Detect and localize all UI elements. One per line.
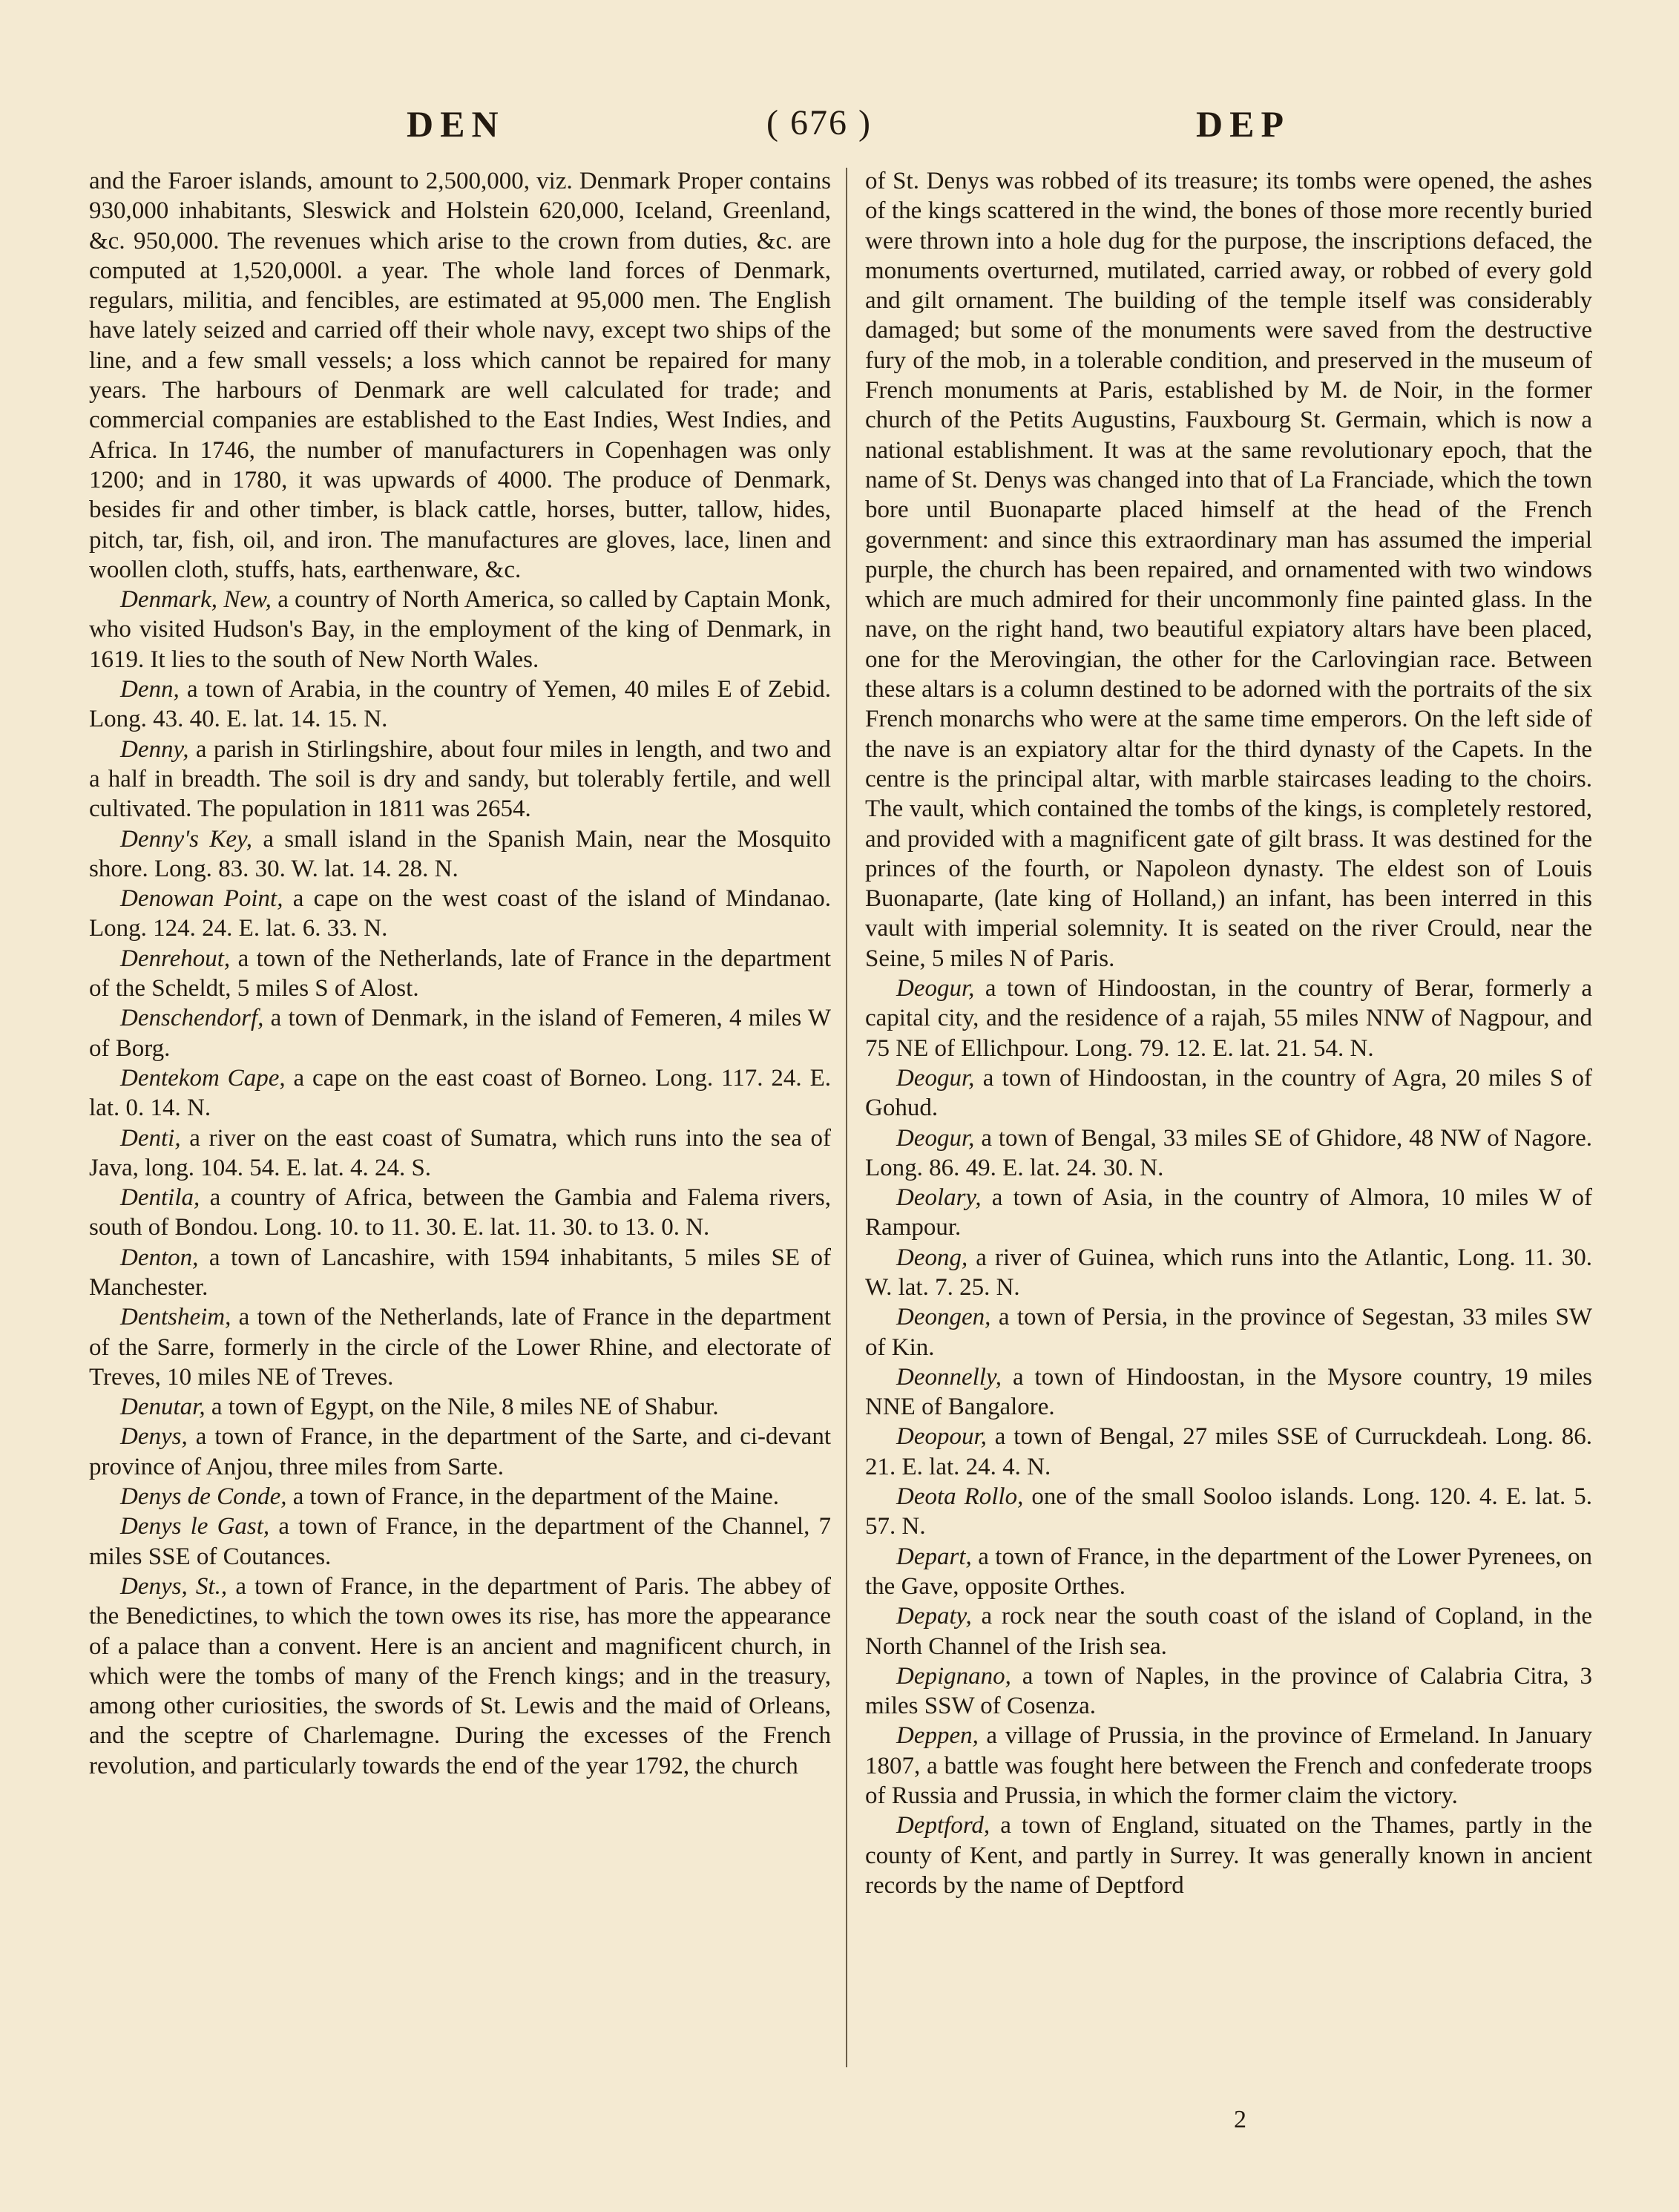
entry-paragraph (865, 1243, 1592, 1303)
entry-paragraph (89, 1183, 831, 1243)
entry-text: a town of Persia, in the province of Segestan, 33 miles SW of Kin. (865, 1304, 1592, 1361)
entry-text: a town of Denmark, in the island of Femeren, 4 miles W of Borg. (89, 1005, 831, 1062)
left-column (89, 166, 831, 1781)
entry-paragraph (89, 884, 831, 944)
entry-text: a town of Asia, in the country of Almora, 10 miles W of Rampour. (865, 1184, 1592, 1241)
entry-paragraph (865, 1302, 1592, 1362)
entry-paragraph (89, 1302, 831, 1392)
entry-headword: Dentsheim, (120, 1304, 231, 1331)
entry-paragraph (865, 166, 1592, 974)
entry-headword: Deolary, (896, 1184, 982, 1212)
entry-paragraph (865, 1721, 1592, 1811)
entry-paragraph (865, 1183, 1592, 1243)
entry-paragraph (89, 824, 831, 885)
entry-paragraph (89, 1572, 831, 1781)
entry-headword: Denys le Gast, (120, 1513, 270, 1540)
entry-text: a cape on the west coast of the island of Mindanao. Long. 124. 24. E. lat. 6. 33. N. (89, 885, 832, 942)
entry-headword: Denrehout, (120, 945, 231, 972)
entry-text: a town of France, in the department of the Sarte, and ci-devant province of Anjou, three miles from Sarte. (89, 1423, 831, 1480)
entry-paragraph (89, 944, 831, 1004)
entry-paragraph (89, 1003, 831, 1063)
column-divider (846, 168, 847, 2067)
entry-paragraph (865, 1362, 1592, 1422)
entry-text: a town of England, situated on the Thames, partly in the county of Kent, and partly in Surrey. It was generally known in ancient records by the name of Deptford (865, 1812, 1592, 1899)
entry-text: a village of Prussia, in the province of Ermeland. In January 1807, a battle was fought here between the French and confederate troops of Russia and Prussia, in which the former claim the victory. (865, 1722, 1592, 1810)
entry-headword: Depaty, (896, 1603, 972, 1630)
entry-paragraph (865, 1422, 1592, 1482)
entry-text: a town of Lancashire, with 1594 inhabitants, 5 miles SE of Manchester. (89, 1244, 831, 1301)
entry-headword: Denschendorf, (120, 1005, 264, 1032)
entry-paragraph (89, 1512, 831, 1572)
entry-paragraph (865, 1661, 1592, 1722)
page-number: ( 676 ) (766, 103, 872, 142)
entry-headword: Denys, St., (120, 1572, 228, 1600)
entry-text: a town of Arabia, in the country of Yemen, 40 miles E of Zebid. Long. 43. 40. E. lat. 14. 15. N. (89, 676, 831, 733)
entry-text: a river on the east coast of Sumatra, which runs into the sea of Java, long. 104. 54. E. lat. 4. 24. S. (89, 1124, 831, 1181)
entry-text: a parish in Stirlingshire, about four miles in length, and two and a half in breadth. The soil is dry and sandy, but tolerably fertile, and well cultivated. The population in 1811 was 2654. (89, 735, 831, 823)
entry-paragraph (89, 1422, 831, 1482)
entry-paragraph (865, 974, 1592, 1063)
entry-paragraph (865, 1482, 1592, 1542)
entry-text: a small island in the Spanish Main, near the Mosquito shore. Long. 83. 30. W. lat. 14. 28. N. (89, 825, 831, 882)
entry-headword: Deogur, (896, 1124, 975, 1152)
entry-headword: Deptford, (896, 1812, 990, 1839)
entry-text: a country of North America, so called by Captain Monk, who visited Hudson's Bay, in the employment of the king of Denmark, in 1619. It lies to the south of New North Wales. (89, 586, 831, 673)
entry-headword: Denti, (120, 1124, 181, 1152)
entry-text: a town of Hindoostan, in the country of Agra, 20 miles S of Gohud. (865, 1064, 1592, 1122)
entry-headword: Denny's Key, (120, 825, 253, 853)
entry-text: a town of France, in the department of the Channel, 7 miles SSE of Coutances. (89, 1513, 831, 1570)
entry-headword: Deonnelly, (896, 1363, 1002, 1391)
entry-headword: Deogur, (896, 1064, 975, 1092)
entry-text: of St. Denys was robbed of its treasure; its tombs were opened, the ashes of the kings scattered in the wind, the bones of those more recently buried were thrown into a hole dug for the purpose, the inscriptions defaced, the monuments overturned, mutilated, carried away, or robbed of every gold and gilt ornament. The building of the temple itself was considerably damaged; but some of the monuments were saved from the destructive fury of the mob, in a tolerable condition, and preserved in the museum of French monuments at Paris, established by M. de Noir, in the former church of the Petits Augustins, Fauxbourg St. Germain, which is now a national establishment. It was at the same revolutionary epoch, that the name of St. Denys was changed into that of La Franciade, which the town bore until Buonaparte placed himself at the head of the French government: and since this extraordinary man has assumed the imperial purple, the church has been repaired, and ornamented with two windows which are much admired for their uncommonly fine painted glass. In the nave, on the right hand, two beautiful expiatory altars have been placed, one for the Merovingian, the other for the Carlovingian race. Between these altars is a column destined to be adorned with the portraits of the six French monarchs who were at the same time emperors. On the left side of the nave is an expiatory altar for the third dynasty of the Capets. In the centre is the principal altar, with marble staircases leading to the choirs. The vault, which contained the tombs of the kings, is completely restored, and provided with a magnificent gate of gilt brass. It was destined for the princes of the fourth, or Napoleon dynasty. The eldest son of Louis Buonaparte, (late king of Holland,) an infant, has been interred in this vault with imperial solemnity. It is seated on the river Crould, near the Seine, 5 miles N of Paris. (865, 168, 1592, 972)
running-header (0, 102, 1679, 147)
entry-headword: Deopour, (896, 1423, 987, 1451)
entry-text: a town of Egypt, on the Nile, 8 miles NE of Shabur. (205, 1394, 719, 1421)
entry-paragraph (89, 735, 831, 824)
entry-text: a rock near the south coast of the island of Copland, in the North Channel of the Irish sea. (865, 1603, 1592, 1660)
entry-paragraph (89, 1243, 831, 1303)
entry-paragraph (865, 1811, 1592, 1900)
entry-headword: Denowan Point, (120, 885, 283, 913)
entry-paragraph (89, 675, 831, 735)
entry-text: and the Faroer islands, amount to 2,500,000, viz. Denmark Proper contains 930,000 inhabitants, Sleswick and Holstein 620,000, Iceland, Greenland, &c. 950,000. The revenues which arise to the crown from duties, &c. are computed at 1,520,000l. a year. The whole land forces of Denmark, regulars, militia, and fencibles, are estimated at 95,000 men. The English have lately seized and carried off their whole navy, except two ships of the line, and a few small vessels; a loss which cannot be repaired for many years. The harbours of Denmark are well calculated for trade; and commercial companies are established to the East Indies, West Indies, and Africa. In 1746, the number of manufacturers in Copenhagen was only 1200; and in 1780, it was upwards of 4000. The produce of Denmark, besides fir and other timber, is black cattle, horses, butter, tallow, hides, pitch, tar, fish, oil, and iron. The manufactures are gloves, lace, linen and woollen cloth, stuffs, hats, earthenware, &c. (89, 168, 831, 583)
entry-headword: Deota Rollo, (896, 1483, 1024, 1511)
entry-text: a town of Bengal, 33 miles SE of Ghidore, 48 NW of Nagore. Long. 86. 49. E. lat. 24. 30. N. (865, 1124, 1592, 1181)
entry-headword: Denmark, New, (120, 586, 272, 614)
entry-headword: Denton, (120, 1244, 199, 1271)
entry-paragraph (865, 1601, 1592, 1661)
entry-text: a town of Naples, in the province of Calabria Citra, 3 miles SSW of Cosenza. (865, 1662, 1592, 1720)
entry-text: a town of Bengal, 27 miles SSE of Curruckdeah. Long. 86. 21. E. lat. 24. 4. N. (865, 1423, 1592, 1480)
entry-text: a town of the Netherlands, late of France in the department of the Sarre, formerly in the circle of the Lower Rhine, and electorate of Treves, 10 miles NE of Treves. (89, 1304, 831, 1391)
entry-headword: Denys de Conde, (120, 1483, 287, 1511)
entry-text: a river of Guinea, which runs into the Atlantic, Long. 11. 30. W. lat. 7. 25. N. (865, 1244, 1592, 1301)
entry-headword: Deong, (896, 1244, 968, 1271)
entry-text: a town of Hindoostan, in the Mysore country, 19 miles NNE of Bangalore. (865, 1363, 1592, 1421)
entry-headword: Deongen, (896, 1304, 991, 1331)
entry-headword: Denn, (120, 676, 180, 703)
entry-text: a town of France, in the department of the Lower Pyrenees, on the Gave, opposite Orthes. (865, 1543, 1592, 1600)
entry-paragraph (865, 1063, 1592, 1123)
entry-text: a town of Hindoostan, in the country of Berar, formerly a capital city, and the residence of a rajah, 55 miles NNW of Nagpour, and 75 NE of Ellichpour. Long. 79. 12. E. lat. 21. 54. N. (865, 975, 1592, 1062)
entry-paragraph (89, 585, 831, 675)
entry-paragraph (89, 1482, 831, 1512)
entry-paragraph (89, 1063, 831, 1123)
entry-headword: Depart, (896, 1543, 972, 1570)
entry-text: one of the small Sooloo islands. Long. 120. 4. E. lat. 5. 57. N. (865, 1483, 1592, 1540)
entry-text: a cape on the east coast of Borneo. Long. 117. 24. E. lat. 0. 14. N. (89, 1064, 831, 1122)
right-column (865, 166, 1592, 1900)
entry-headword: Dentekom Cape, (120, 1064, 286, 1092)
entry-headword: Dentila, (120, 1184, 200, 1212)
entry-text: a town of France, in the department of the Maine. (286, 1483, 779, 1511)
entry-paragraph (89, 1123, 831, 1184)
signature-mark: 2 (1234, 2106, 1246, 2133)
entry-headword: Denys, (120, 1423, 188, 1451)
entry-text: a country of Africa, between the Gambia and Falema rivers, south of Bondou. Long. 10. to 11. 30. E. lat. 11. 30. to 13. 0. N. (89, 1184, 831, 1241)
entry-headword: Depignano, (896, 1662, 1011, 1690)
entry-paragraph (865, 1542, 1592, 1602)
entry-headword: Denutar, (120, 1394, 206, 1421)
entry-paragraph (89, 166, 831, 585)
header-left-guide-word: DEN (407, 103, 505, 145)
entry-headword: Deppen, (896, 1722, 979, 1750)
entry-headword: Denny, (120, 735, 189, 763)
entry-paragraph (89, 1392, 831, 1422)
entry-headword: Deogur, (896, 975, 975, 1002)
entry-text: a town of France, in the department of Paris. The abbey of the Benedictines, to which the town owes its rise, has more the appearance of a palace than a convent. Here is an ancient and magnificent church, in which were the tombs of many of the French kings; and in the treasury, among other curiosities, the swords of St. Lewis and the maid of Orleans, and the sceptre of Charlemagne. During the excesses of the French revolution, and particularly towards the end of the year 1792, the church (89, 1572, 831, 1779)
entry-paragraph (865, 1123, 1592, 1184)
entry-text: a town of the Netherlands, late of France in the department of the Scheldt, 5 miles S of Alost. (89, 945, 831, 1002)
header-right-guide-word: DEP (1196, 103, 1290, 145)
